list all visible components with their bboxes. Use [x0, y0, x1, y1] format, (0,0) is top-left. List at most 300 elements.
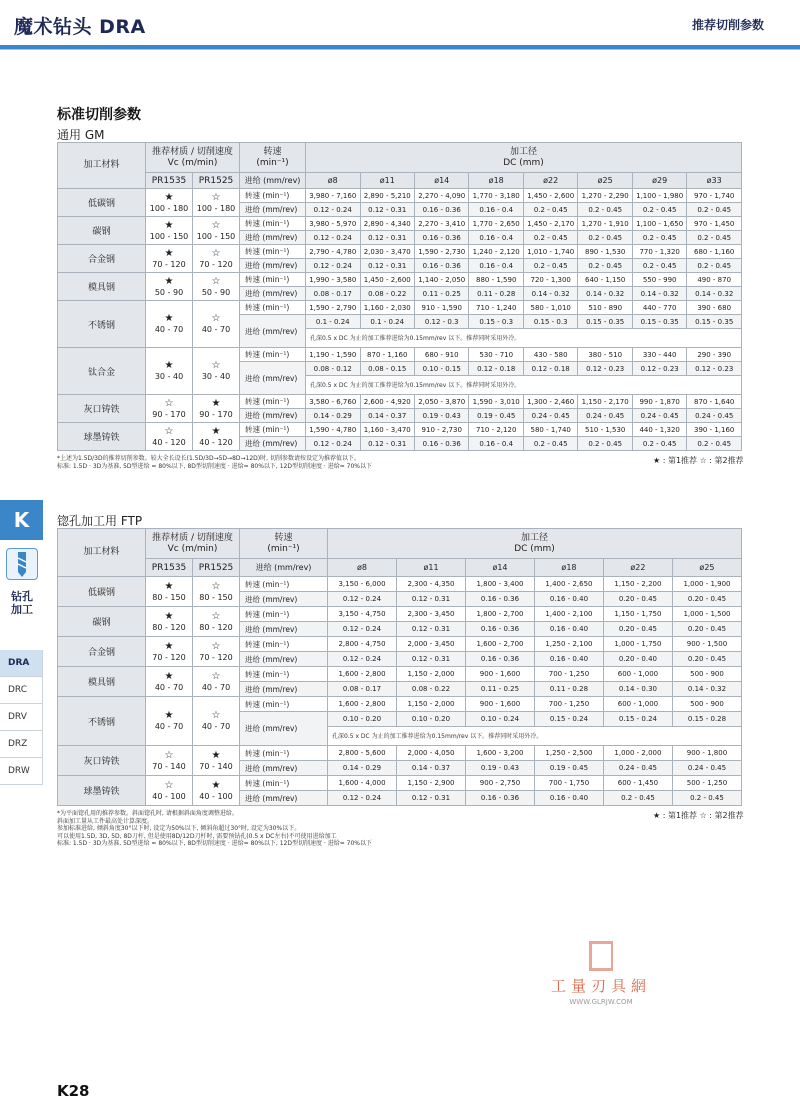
- rpm-value: 1,250 - 2,100: [534, 637, 603, 652]
- table-row: [58, 577, 742, 592]
- diameter-header: ø8: [306, 173, 360, 189]
- recommend-star-icon: ☆: [211, 610, 221, 622]
- header-rule-thin: [0, 49, 800, 50]
- feed-value: 0.16 - 0.4: [469, 437, 523, 451]
- feed-value: 0.12 - 0.31: [360, 231, 414, 245]
- watermark-text: 工量刃具網: [550, 977, 651, 995]
- feed-value: 0.10 - 0.20: [397, 712, 466, 727]
- cutting-speed: 70 - 120: [152, 652, 186, 662]
- feed-value: 0.15 - 0.28: [672, 712, 741, 727]
- rpm-label: 转速 (min⁻¹): [240, 395, 306, 409]
- diameter-header: ø33: [687, 173, 742, 189]
- rpm-value: 770 - 1,320: [632, 245, 686, 259]
- rpm-label: 转速 (min⁻¹): [240, 301, 306, 315]
- feed-value: 0.12 - 0.23: [578, 362, 632, 376]
- grade-recommendation: [193, 423, 240, 451]
- material-name: 模具钢: [58, 273, 146, 301]
- table-row: [58, 746, 742, 761]
- rpm-value: 1,770 - 2,650: [469, 217, 523, 231]
- feed-value: 0.20 - 0.45: [672, 652, 741, 667]
- grade-recommendation: [146, 776, 193, 806]
- cutting-speed: 70 - 120: [199, 259, 233, 269]
- rpm-value: 1,800 - 2,700: [465, 607, 534, 622]
- recommend-star-icon: ★: [211, 779, 221, 791]
- recommend-star-icon: ☆: [211, 670, 221, 682]
- diameter-header: ø25: [672, 559, 741, 577]
- rpm-value: 2,030 - 3,470: [360, 245, 414, 259]
- grade-recommendation: [193, 697, 240, 746]
- rpm-value: 2,270 - 4,090: [414, 189, 468, 203]
- rpm-value: 700 - 1,250: [534, 667, 603, 682]
- rpm-value: 3,580 - 6,760: [306, 395, 360, 409]
- header-grade: 推荐材质 / 切削速度 Vc (m/min): [146, 529, 240, 559]
- cutting-speed: 90 - 170: [199, 409, 233, 419]
- watermark: [536, 941, 666, 1006]
- feed-value: 0.12 - 0.31: [360, 437, 414, 451]
- feed-value: 0.2 - 0.45: [523, 231, 577, 245]
- header-speed: 转速 (min⁻¹): [240, 529, 328, 559]
- sidebar-nav: [0, 650, 43, 785]
- rpm-value: 1,990 - 3,580: [306, 273, 360, 287]
- rpm-value: 1,300 - 2,460: [523, 395, 577, 409]
- diameter-header: ø18: [534, 559, 603, 577]
- feed-value: 0.16 - 0.36: [465, 592, 534, 607]
- recommend-star-icon: ★: [164, 191, 174, 203]
- rpm-value: 2,600 - 4,920: [360, 395, 414, 409]
- rpm-value: 1,400 - 2,100: [534, 607, 603, 622]
- footnote-line: 可以使用1.5D, 3D, 5D, 8D刀杆, 但是使用8D/12D刀杆时, 需要预钻孔(0.5 x DC左右)不可使用进给加工: [57, 832, 337, 840]
- feed-value: 0.19 - 0.43: [465, 761, 534, 776]
- diameter-header: ø8: [328, 559, 397, 577]
- table-row: [58, 776, 742, 791]
- recommend-star-icon: ★: [164, 610, 174, 622]
- table-row: [58, 245, 742, 259]
- feed-value: 0.2 - 0.45: [632, 203, 686, 217]
- rpm-value: 1,250 - 2,500: [534, 746, 603, 761]
- feed-value: 0.16 - 0.4: [469, 231, 523, 245]
- rpm-label: 转速 (min⁻¹): [240, 189, 306, 203]
- rpm-value: 1,450 - 2,170: [523, 217, 577, 231]
- rpm-value: 1,100 - 1,650: [632, 217, 686, 231]
- grade-recommendation: [146, 607, 193, 637]
- feed-value: 0.12 - 0.24: [306, 203, 360, 217]
- header-diameter: 加工径 DC (mm): [328, 529, 742, 559]
- rpm-value: 1,590 - 3,010: [469, 395, 523, 409]
- feed-value: 0.16 - 0.4: [469, 259, 523, 273]
- feed-value: 0.24 - 0.45: [578, 409, 632, 423]
- rpm-value: 510 - 890: [578, 301, 632, 315]
- feed-value: 0.15 - 0.3: [523, 315, 577, 329]
- feed-value: 0.12 - 0.24: [328, 592, 397, 607]
- sidebar-item-drc[interactable]: DRC: [0, 677, 43, 704]
- cutting-speed: 90 - 170: [152, 409, 186, 419]
- feed-value: 0.2 - 0.45: [578, 203, 632, 217]
- recommend-star-icon: ★: [164, 219, 174, 231]
- footnote-line: 参加标准进给, 倾斜角度30°以下时, 设定为50%以下, 倾斜角超过30°时, 设定为30%以下。: [57, 825, 301, 832]
- recommend-star-icon: ★: [164, 710, 174, 721]
- rpm-value: 390 - 680: [687, 301, 742, 315]
- feed-label: 进给 (mm/rev): [240, 652, 328, 667]
- rpm-value: 970 - 1,450: [687, 217, 742, 231]
- material-name: 球墨铸铁: [58, 776, 146, 806]
- feed-value: 0.08 - 0.22: [360, 287, 414, 301]
- gm-footnotes: [57, 455, 372, 470]
- rpm-value: 1,010 - 1,740: [523, 245, 577, 259]
- rpm-value: 1,590 - 2,790: [306, 301, 360, 315]
- sidebar-item-drv[interactable]: DRV: [0, 704, 43, 731]
- feed-value: 0.2 - 0.45: [687, 203, 742, 217]
- rpm-label: 转速 (min⁻¹): [240, 697, 328, 712]
- rpm-value: 700 - 1,750: [534, 776, 603, 791]
- rpm-value: 900 - 1,600: [465, 697, 534, 712]
- grade-recommendation: [146, 348, 193, 395]
- rpm-value: 710 - 2,120: [469, 423, 523, 437]
- rpm-value: 440 - 770: [632, 301, 686, 315]
- recommend-star-icon: ☆: [164, 397, 174, 409]
- feed-value: 0.2 - 0.45: [687, 259, 742, 273]
- feed-value: 0.2 - 0.45: [632, 231, 686, 245]
- rpm-label: 转速 (min⁻¹): [240, 217, 306, 231]
- feed-value: 0.14 - 0.32: [578, 287, 632, 301]
- recommend-star-icon: ☆: [211, 219, 221, 231]
- rpm-value: 1,450 - 2,600: [523, 189, 577, 203]
- diameter-header: ø22: [603, 559, 672, 577]
- footnote-line: 斜面加工量从工件最高处计算深度。: [57, 817, 154, 825]
- feed-value: 0.14 - 0.29: [306, 409, 360, 423]
- rpm-value: 1,160 - 3,470: [360, 423, 414, 437]
- rpm-value: 2,790 - 4,780: [306, 245, 360, 259]
- feed-value: 0.20 - 0.40: [603, 652, 672, 667]
- recommend-star-icon: ☆: [211, 247, 221, 259]
- footnote-line: 标准: 1.5D · 3D为基准, 5D型进给 = 80%以下, 8D型切削速度 · 进给= 80%以下, 12D型切削速度 · 进给= 70%以下: [57, 840, 372, 847]
- feed-value: 0.24 - 0.45: [523, 409, 577, 423]
- recommend-star-icon: ★: [164, 275, 174, 287]
- material-name: 碳钢: [58, 607, 146, 637]
- material-name: 不锈钢: [58, 697, 146, 746]
- material-name: 灰口铸铁: [58, 746, 146, 776]
- rpm-value: 970 - 1,740: [687, 189, 742, 203]
- grade-recommendation: [146, 697, 193, 746]
- feed-label: 进给 (mm/rev): [240, 761, 328, 776]
- feed-value: 0.14 - 0.30: [603, 682, 672, 697]
- feed-value: 0.16 - 0.36: [465, 652, 534, 667]
- recommend-star-icon: ☆: [211, 640, 221, 652]
- grade-recommendation: [193, 637, 240, 667]
- sidebar-item-drw[interactable]: DRW: [0, 758, 43, 785]
- feed-value: 0.2 - 0.45: [687, 437, 742, 451]
- grade-recommendation: [193, 395, 240, 423]
- rpm-value: 1,240 - 2,120: [469, 245, 523, 259]
- sidebar-item-drz[interactable]: DRZ: [0, 731, 43, 758]
- rpm-value: 640 - 1,150: [578, 273, 632, 287]
- material-name: 低碳钢: [58, 189, 146, 217]
- footnote-line: 标准: 1.5D · 3D为基准, 5D型进给 = 80%以下, 8D型切削速度 · 进给= 80%以下, 12D型切削速度 · 进给= 70%以下: [57, 462, 372, 470]
- grade-pr1525: PR1525: [193, 173, 240, 189]
- feed-value: 0.15 - 0.35: [632, 315, 686, 329]
- feed-value: 0.2 - 0.45: [578, 259, 632, 273]
- feed-value: 0.2 - 0.45: [603, 791, 672, 806]
- feed-value: 0.14 - 0.32: [687, 287, 742, 301]
- cutting-speed: 30 - 40: [154, 372, 184, 381]
- section-tab-k[interactable]: K: [0, 500, 43, 540]
- cutting-speed: 70 - 120: [152, 259, 186, 269]
- feed-value: 0.15 - 0.24: [534, 712, 603, 727]
- feed-value: 0.14 - 0.32: [523, 287, 577, 301]
- grade-recommendation: [146, 245, 193, 273]
- rpm-value: 870 - 1,640: [687, 395, 742, 409]
- footnote-line: *为平面锪孔用的推荐参数。斜面锪孔时, 请根据斜面角度调整进给。: [57, 810, 238, 817]
- feed-value: 0.1 - 0.24: [306, 315, 360, 329]
- feed-value: 0.15 - 0.3: [469, 315, 523, 329]
- rpm-value: 1,800 - 3,400: [465, 577, 534, 592]
- ftp-footnotes: [57, 810, 372, 848]
- recommend-star-icon: ☆: [211, 360, 221, 371]
- feed-value: 0.2 - 0.45: [687, 231, 742, 245]
- rpm-value: 1,600 - 2,700: [465, 637, 534, 652]
- rpm-value: 1,000 - 1,750: [603, 637, 672, 652]
- feed-value: 0.12 - 0.31: [397, 622, 466, 637]
- feed-value: 0.12 - 0.24: [306, 437, 360, 451]
- cutting-speed: 50 - 90: [154, 287, 184, 297]
- cutting-speed: 40 - 100: [199, 791, 233, 801]
- material-name: 模具钢: [58, 667, 146, 697]
- rpm-value: 510 - 1,530: [578, 423, 632, 437]
- feed-label: 进给 (mm/rev): [240, 203, 306, 217]
- table-row: [58, 637, 742, 652]
- rpm-value: 870 - 1,160: [360, 348, 414, 362]
- rpm-value: 2,000 - 4,050: [397, 746, 466, 761]
- material-name: 灰口铸铁: [58, 395, 146, 423]
- feed-value: 0.16 - 0.40: [534, 791, 603, 806]
- grade-recommendation: [193, 189, 240, 217]
- feed-value: 0.11 - 0.28: [469, 287, 523, 301]
- cutting-speed: 40 - 70: [201, 682, 231, 692]
- rpm-value: 880 - 1,590: [469, 273, 523, 287]
- rpm-label: 转速 (min⁻¹): [240, 637, 328, 652]
- rpm-value: 3,150 - 4,750: [328, 607, 397, 622]
- recommend-star-icon: ☆: [164, 779, 174, 791]
- rpm-value: 900 - 2,750: [465, 776, 534, 791]
- grade-recommendation: [193, 746, 240, 776]
- rpm-value: 900 - 1,800: [672, 746, 741, 761]
- rpm-value: 290 - 390: [687, 348, 742, 362]
- feed-value: 0.11 - 0.25: [465, 682, 534, 697]
- feed-value: 0.12 - 0.31: [397, 592, 466, 607]
- cutting-speed: 40 - 70: [154, 325, 184, 334]
- feed-label: 进给 (mm/rev): [240, 682, 328, 697]
- diameter-header: ø14: [414, 173, 468, 189]
- rpm-value: 1,150 - 2,000: [397, 697, 466, 712]
- diameter-header: ø11: [397, 559, 466, 577]
- sidebar-category: 钻孔加工: [11, 590, 33, 616]
- diameter-header: ø18: [469, 173, 523, 189]
- feed-label: 进给 (mm/rev): [240, 409, 306, 423]
- rpm-value: 1,100 - 1,980: [632, 189, 686, 203]
- recommend-star-icon: ★: [164, 670, 174, 682]
- rpm-value: 1,150 - 2,900: [397, 776, 466, 791]
- watermark-url: WWW.GLRJW.COM: [569, 998, 633, 1006]
- cutting-speed: 40 - 70: [154, 682, 184, 692]
- gm-parameter-table: [57, 142, 742, 451]
- rpm-value: 890 - 1,530: [578, 245, 632, 259]
- grade-recommendation: [193, 273, 240, 301]
- feed-value: 0.12 - 0.31: [360, 203, 414, 217]
- grade-recommendation: [193, 348, 240, 395]
- grade-recommendation: [193, 245, 240, 273]
- header-material: 加工材料: [58, 143, 146, 189]
- rpm-value: 390 - 1,160: [687, 423, 742, 437]
- cutting-speed: 70 - 120: [199, 652, 233, 662]
- rpm-value: 600 - 1,000: [603, 697, 672, 712]
- rpm-value: 1,770 - 3,180: [469, 189, 523, 203]
- header-feed: 进给 (mm/rev): [240, 559, 328, 577]
- feed-value: 0.2 - 0.45: [632, 259, 686, 273]
- page-header-title: 魔术钻头 DRA: [14, 16, 146, 38]
- rpm-label: 转速 (min⁻¹): [240, 273, 306, 287]
- cutting-speed: 40 - 70: [201, 325, 231, 334]
- cutting-speed: 70 - 140: [199, 761, 233, 771]
- feed-label: 进给 (mm/rev): [240, 231, 306, 245]
- feed-value: 0.10 - 0.15: [414, 362, 468, 376]
- header-grade: 推荐材质 / 切削速度 Vc (m/min): [146, 143, 240, 173]
- rpm-value: 3,980 - 5,970: [306, 217, 360, 231]
- grade-recommendation: [193, 217, 240, 245]
- material-name: 低碳钢: [58, 577, 146, 607]
- rpm-value: 700 - 1,250: [534, 697, 603, 712]
- grade-recommendation: [146, 189, 193, 217]
- rpm-value: 1,000 - 2,000: [603, 746, 672, 761]
- feed-value: 0.12 - 0.18: [523, 362, 577, 376]
- feed-label: 进给 (mm/rev): [240, 592, 328, 607]
- recommend-star-icon: ★: [164, 360, 174, 371]
- feed-value: 0.16 - 0.40: [534, 592, 603, 607]
- rpm-value: 1,150 - 2,170: [578, 395, 632, 409]
- footnote-line: *上述为1.5D/3D的推荐切削参数。较大全长设长(1.5D/3D→5D→8D→12D)时, 切削参数请按设定为推荐值以下。: [57, 455, 360, 462]
- feed-value: 0.08 - 0.17: [306, 287, 360, 301]
- section-label: 推荐切削参数: [691, 18, 764, 32]
- rpm-value: 2,000 - 3,450: [397, 637, 466, 652]
- rpm-value: 1,590 - 2,730: [414, 245, 468, 259]
- rpm-value: 580 - 1,740: [523, 423, 577, 437]
- recommend-star-icon: ★: [164, 640, 174, 652]
- feed-value: 0.24 - 0.45: [672, 761, 741, 776]
- feed-value: 0.16 - 0.4: [469, 203, 523, 217]
- grade-pr1535: PR1535: [146, 173, 193, 189]
- feed-value: 0.16 - 0.36: [465, 622, 534, 637]
- feed-value: 0.08 - 0.12: [306, 362, 360, 376]
- header-feed: 进给 (mm/rev): [240, 173, 306, 189]
- gm-section-title: 标准切削参数: [57, 107, 141, 123]
- feed-label: 进给 (mm/rev): [240, 362, 306, 395]
- feed-value: 0.16 - 0.40: [534, 652, 603, 667]
- diameter-header: ø29: [632, 173, 686, 189]
- feed-value: 0.12 - 0.24: [328, 622, 397, 637]
- rpm-value: 2,890 - 5,210: [360, 189, 414, 203]
- feed-value: 0.10 - 0.20: [328, 712, 397, 727]
- recommend-star-icon: ☆: [211, 275, 221, 287]
- feed-value: 0.10 - 0.24: [465, 712, 534, 727]
- feed-value: 0.12 - 0.24: [328, 791, 397, 806]
- rpm-value: 3,980 - 7,160: [306, 189, 360, 203]
- rpm-value: 1,600 - 2,800: [328, 667, 397, 682]
- cutting-speed: 40 - 70: [201, 722, 231, 731]
- material-name: 合金钢: [58, 245, 146, 273]
- feed-value: 0.11 - 0.25: [414, 287, 468, 301]
- feed-value: 0.24 - 0.45: [632, 409, 686, 423]
- grade-recommendation: [146, 637, 193, 667]
- rpm-value: 720 - 1,300: [523, 273, 577, 287]
- ftp-legend: ★ : 第1推荐 ☆ : 第2推荐: [653, 811, 744, 820]
- rpm-value: 1,270 - 2,290: [578, 189, 632, 203]
- recommend-star-icon: ☆: [211, 313, 221, 324]
- rpm-value: 430 - 580: [523, 348, 577, 362]
- cutting-speed: 40 - 120: [199, 437, 233, 447]
- cutting-speed: 30 - 40: [201, 372, 231, 381]
- material-name: 不锈钢: [58, 301, 146, 348]
- cutting-speed: 100 - 180: [196, 203, 236, 213]
- feed-value: 0.12 - 0.31: [397, 652, 466, 667]
- feed-value: 0.2 - 0.45: [523, 437, 577, 451]
- ftp-section-subtitle: 锪孔加工用 FTP: [57, 514, 143, 528]
- rpm-value: 1,150 - 2,200: [603, 577, 672, 592]
- feed-value: 0.19 - 0.45: [469, 409, 523, 423]
- feed-value: 0.16 - 0.36: [414, 231, 468, 245]
- table-row: [58, 348, 742, 362]
- feed-value: 0.20 - 0.45: [672, 592, 741, 607]
- rpm-label: 转速 (min⁻¹): [240, 776, 328, 791]
- table-row: [58, 423, 742, 437]
- feed-value: 0.20 - 0.45: [672, 622, 741, 637]
- rpm-value: 500 - 900: [672, 697, 741, 712]
- gm-section-subtitle: 通用 GM: [57, 128, 105, 142]
- feed-label: 进给 (mm/rev): [240, 315, 306, 348]
- recommend-star-icon: ★: [211, 397, 221, 409]
- cutting-speed: 80 - 150: [152, 592, 186, 602]
- table-row: [58, 301, 742, 315]
- feed-value: 0.08 - 0.22: [397, 682, 466, 697]
- feed-value: 0.14 - 0.29: [328, 761, 397, 776]
- feed-value: 0.16 - 0.36: [414, 437, 468, 451]
- rpm-value: 2,800 - 4,750: [328, 637, 397, 652]
- table-row: [58, 697, 742, 712]
- feed-value: 0.16 - 0.36: [465, 791, 534, 806]
- feed-label: 进给 (mm/rev): [240, 791, 328, 806]
- feed-value: 0.12 - 0.24: [328, 652, 397, 667]
- sidebar-item-dra[interactable]: DRA: [0, 650, 43, 677]
- grade-recommendation: [146, 273, 193, 301]
- drill-icon: [6, 548, 38, 580]
- rpm-value: 2,300 - 3,450: [397, 607, 466, 622]
- feed-value: 0.08 - 0.17: [328, 682, 397, 697]
- rpm-value: 1,150 - 2,000: [397, 667, 466, 682]
- recommend-star-icon: ☆: [211, 710, 221, 721]
- material-name: 钛合金: [58, 348, 146, 395]
- grade-recommendation: [193, 776, 240, 806]
- rpm-label: 转速 (min⁻¹): [240, 577, 328, 592]
- rpm-value: 2,300 - 4,350: [397, 577, 466, 592]
- page-number: K28: [57, 1082, 90, 1100]
- cutting-speed: 100 - 150: [196, 231, 236, 241]
- rpm-value: 1,270 - 1,910: [578, 217, 632, 231]
- feed-value: 0.12 - 0.3: [414, 315, 468, 329]
- rpm-label: 转速 (min⁻¹): [240, 348, 306, 362]
- rpm-value: 1,190 - 1,590: [306, 348, 360, 362]
- diameter-header: ø11: [360, 173, 414, 189]
- feed-value: 0.12 - 0.24: [306, 259, 360, 273]
- table-row: [58, 189, 742, 203]
- grade-recommendation: [146, 423, 193, 451]
- grade-recommendation: [146, 667, 193, 697]
